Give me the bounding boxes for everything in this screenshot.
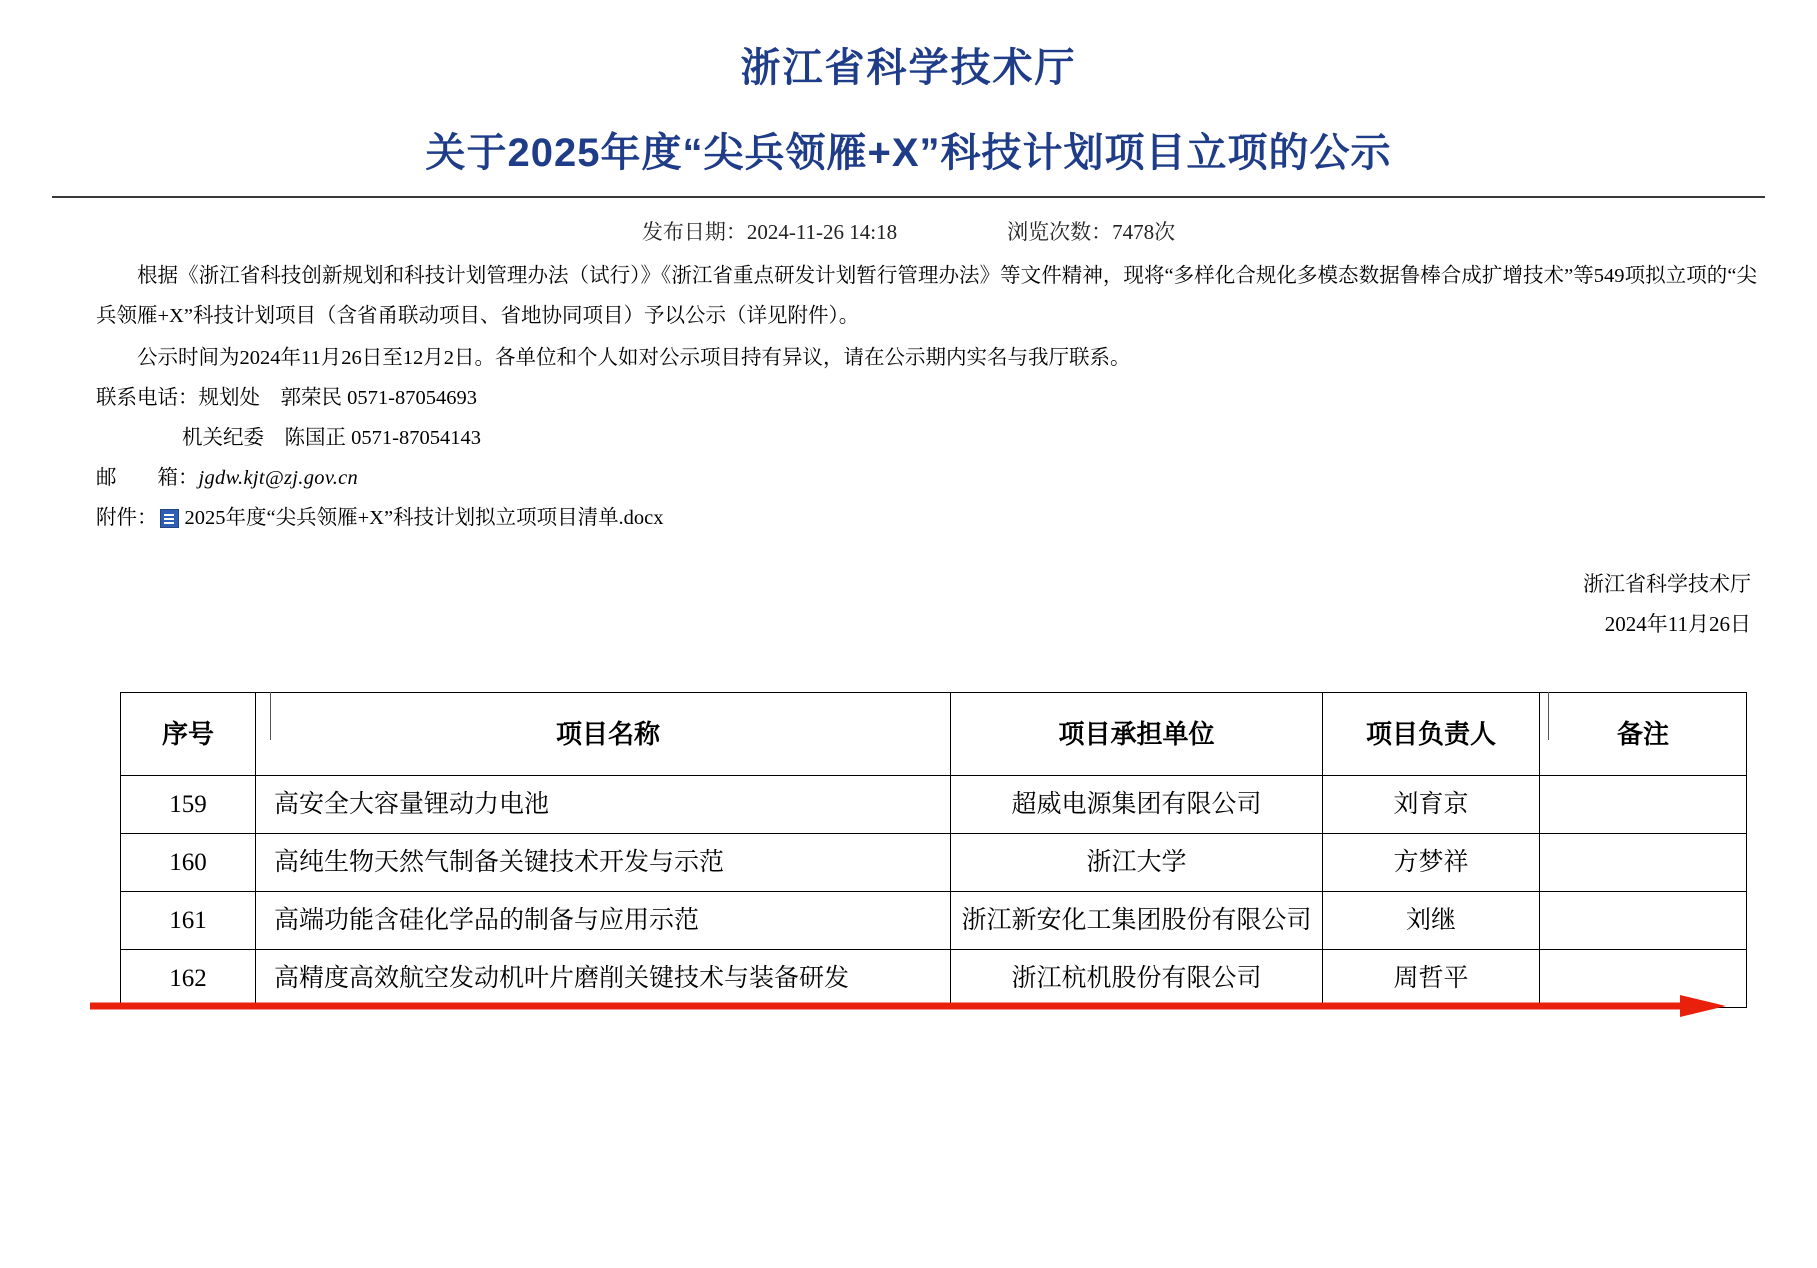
cell-no: 162 — [121, 950, 256, 1008]
table-row — [121, 892, 1747, 950]
publish-date — [642, 216, 897, 246]
document-meta — [0, 198, 1817, 256]
project-listing-table — [120, 692, 1747, 1008]
contact-phone-line-2: 机关纪委 陈国正 0571-87054143 — [182, 427, 481, 449]
document-file-icon — [160, 509, 179, 528]
page-title-main: 关于2025年度“尖兵领雁+X”科技计划项目立项的公示 — [425, 131, 1392, 175]
cell-leader: 刘育京 — [1323, 776, 1540, 834]
mail-label: 邮 箱： — [96, 467, 199, 489]
cell-project-name: 高精度高效航空发动机叶片磨削关键技术与装备研发 — [256, 950, 951, 1008]
signature-block — [0, 538, 1817, 644]
header-project-name: 项目名称 — [256, 693, 951, 776]
page-title-organization: 浙江省科学技术厅 — [740, 46, 1077, 90]
cell-no: 160 — [121, 834, 256, 892]
cell-leader: 方梦祥 — [1323, 834, 1540, 892]
document-body — [0, 256, 1817, 538]
attachment-line — [96, 498, 1757, 538]
cell-project-name: 高端功能含硅化学品的制备与应用示范 — [256, 892, 951, 950]
cell-note — [1540, 834, 1747, 892]
table-header-row — [121, 693, 1747, 776]
cell-no: 161 — [121, 892, 256, 950]
cell-note — [1540, 892, 1747, 950]
view-count — [1007, 216, 1175, 246]
header-note: 备注 — [1540, 693, 1747, 776]
publish-date-label: 发布日期： — [641, 220, 747, 244]
project-table-zone — [0, 692, 1817, 1008]
cell-note — [1540, 776, 1747, 834]
table-guide-line-left — [270, 692, 271, 740]
cell-note — [1540, 950, 1747, 1008]
attachment-label: 附件： — [96, 507, 158, 529]
contact-mail-line — [96, 458, 1757, 498]
signature-organization: 浙江省科学技术厅 — [1583, 572, 1751, 596]
view-count-label: 浏览次数： — [1007, 220, 1113, 244]
table-row — [121, 834, 1747, 892]
cell-project-name: 高安全大容量锂动力电池 — [256, 776, 951, 834]
table-row — [121, 950, 1747, 1008]
header-no: 序号 — [121, 693, 256, 776]
cell-unit: 浙江新安化工集团股份有限公司 — [951, 892, 1323, 950]
cell-project-name: 高纯生物天然气制备关键技术开发与示范 — [256, 834, 951, 892]
header-leader: 项目负责人 — [1323, 693, 1540, 776]
table-row — [121, 776, 1747, 834]
cell-unit: 浙江杭机股份有限公司 — [951, 950, 1323, 1008]
paragraph-basis: 根据《浙江省科技创新规划和科技计划管理办法（试行）》《浙江省重点研发计划暂行管理办法》等文件精神，现将“多样化合规化多模态数据鲁棒合成扩增技术”等549项拟立项的“尖兵领雁+X”科技计划项目（含省甬联动项目、省地协同项目）予以公示（详见附件）。 — [96, 265, 1757, 327]
mail-address[interactable]: jgdw.kjt@zj.gov.cn — [198, 467, 359, 489]
cell-unit: 超威电源集团有限公司 — [951, 776, 1323, 834]
contact-phone-line-1: 联系电话：规划处 郭荣民 0571-87054693 — [96, 387, 477, 409]
signature-date: 2024年11月26日 — [1604, 612, 1751, 636]
view-count-value: 7478次 — [1112, 220, 1176, 244]
cell-unit: 浙江大学 — [951, 834, 1323, 892]
paragraph-period: 公示时间为2024年11月26日至12月2日。各单位和个人如对公示项目持有异议，请在公示期内实名与我厅联系。 — [137, 347, 1131, 369]
cell-no: 159 — [121, 776, 256, 834]
cell-leader: 刘继 — [1323, 892, 1540, 950]
header-unit: 项目承担单位 — [951, 693, 1323, 776]
cell-leader: 周哲平 — [1323, 950, 1540, 1008]
publish-date-value: 2024-11-26 14:18 — [746, 220, 898, 244]
table-guide-line-right — [1548, 692, 1549, 740]
attachment-link[interactable]: 2025年度“尖兵领雁+X”科技计划拟立项项目清单.docx — [184, 507, 664, 529]
